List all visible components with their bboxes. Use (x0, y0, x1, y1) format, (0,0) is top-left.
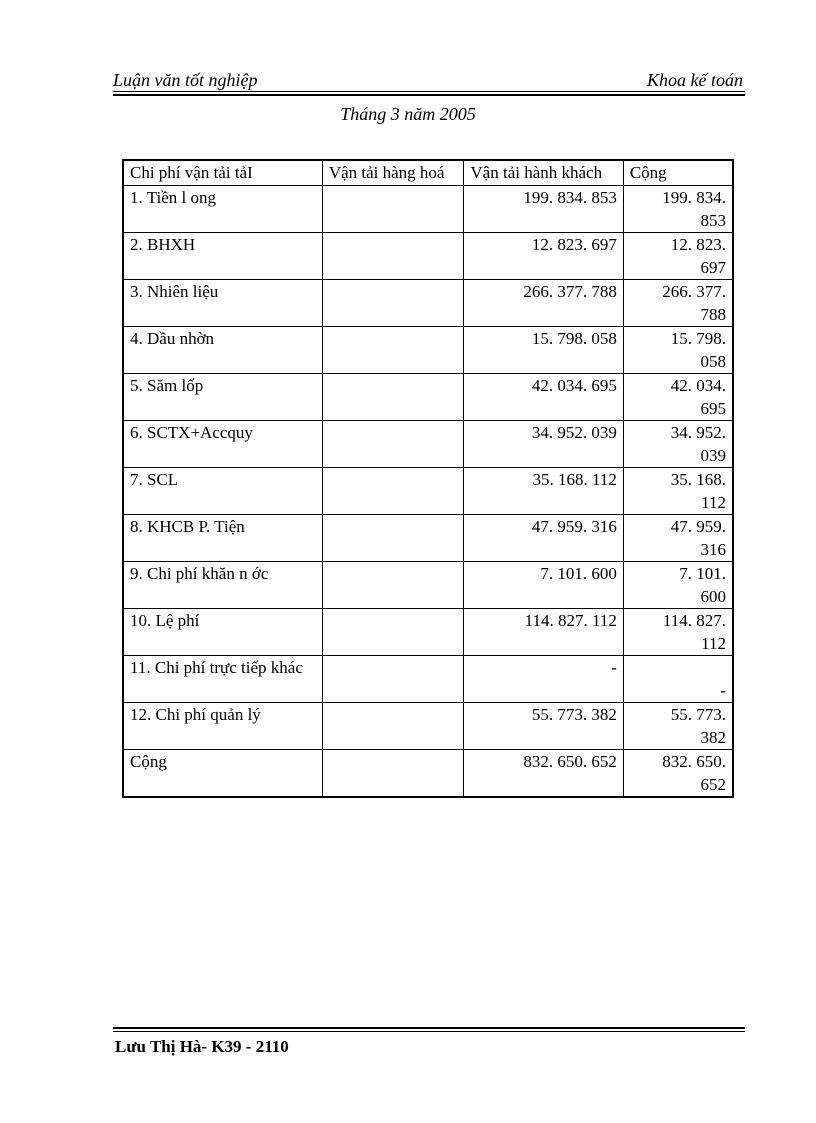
table-row (123, 468, 733, 515)
table-row (123, 233, 733, 280)
cell-total-line1: 199. 834. (662, 188, 726, 207)
cell-goods (322, 750, 464, 798)
cell-cost-item: 8. KHCB P. Tiện (123, 515, 322, 562)
cell-passenger: 114. 827. 112 (464, 609, 623, 656)
cell-passenger: - (464, 656, 623, 703)
cell-cost-item: 10. Lệ phí (123, 609, 322, 656)
cell-cost-item: 6. SCTX+Accquy (123, 421, 322, 468)
cell-total (623, 421, 733, 468)
table-row (123, 609, 733, 656)
cell-total (623, 609, 733, 656)
col-header-cost-item: Chi phí vận tải tảI (123, 160, 322, 186)
cell-total-line1: 47. 959. (670, 517, 726, 536)
cell-goods (322, 515, 464, 562)
table-row (123, 703, 733, 750)
table-header-row (123, 160, 733, 186)
cell-total-line2: - (720, 681, 726, 700)
cell-total-line2: 112 (701, 634, 726, 653)
cell-total-line2: 853 (700, 211, 726, 230)
cell-passenger: 832. 650. 652 (464, 750, 623, 798)
cell-passenger: 15. 798. 058 (464, 327, 623, 374)
cell-passenger: 47. 959. 316 (464, 515, 623, 562)
col-header-goods: Vận tải hàng hoá (322, 160, 464, 186)
cell-cost-item: 5. Săm lốp (123, 374, 322, 421)
cell-total-line2: 112 (701, 493, 726, 512)
cell-total (623, 515, 733, 562)
cell-cost-item: 12. Chi phí quản lý (123, 703, 322, 750)
cell-total-line1: 15. 798. (670, 329, 726, 348)
col-header-passenger: Vận tải hành khách (464, 160, 623, 186)
cell-passenger: 12. 823. 697 (464, 233, 623, 280)
cell-total (623, 186, 733, 233)
cell-total-line2: 600 (700, 587, 726, 606)
cell-total-line1: 12. 823. (670, 235, 726, 254)
cell-total-line2: 697 (700, 258, 726, 277)
cell-passenger: 34. 952. 039 (464, 421, 623, 468)
cell-passenger: 199. 834. 853 (464, 186, 623, 233)
header-divider-thick (113, 94, 745, 96)
cell-passenger: 266. 377. 788 (464, 280, 623, 327)
cell-total (623, 703, 733, 750)
cell-goods (322, 233, 464, 280)
cell-goods (322, 656, 464, 703)
table-row (123, 750, 733, 798)
cell-total (623, 327, 733, 374)
cell-goods (322, 703, 464, 750)
cell-cost-item: 3. Nhiên liệu (123, 280, 322, 327)
cell-cost-item: 1. Tiền l ong (123, 186, 322, 233)
footer-divider-thick (113, 1027, 745, 1029)
cell-total (623, 656, 733, 703)
cell-passenger: 42. 034. 695 (464, 374, 623, 421)
col-header-total: Cộng (623, 160, 733, 186)
cell-total-line2: 788 (700, 305, 726, 324)
cell-cost-item: 7. SCL (123, 468, 322, 515)
cell-total (623, 280, 733, 327)
table-row (123, 515, 733, 562)
header-divider (113, 91, 745, 92)
table-row (123, 280, 733, 327)
cell-cost-item: Cộng (123, 750, 322, 798)
cell-total-line1: 7. 101. (679, 564, 726, 583)
cell-goods (322, 374, 464, 421)
cell-total-line2: 695 (700, 399, 726, 418)
transport-cost-table (122, 159, 734, 798)
cell-goods (322, 280, 464, 327)
cell-total-line2: 058 (700, 352, 726, 371)
table-row (123, 656, 733, 703)
cell-total-line2: 039 (700, 446, 726, 465)
cell-total-line1: 55. 773. (670, 705, 726, 724)
cell-goods (322, 421, 464, 468)
cell-total (623, 374, 733, 421)
table-caption: Tháng 3 năm 2005 (340, 104, 476, 124)
cell-cost-item: 2. BHXH (123, 233, 322, 280)
cell-goods (322, 468, 464, 515)
cell-total-line1: 832. 650. (662, 752, 726, 771)
cell-total (623, 750, 733, 798)
table-row (123, 327, 733, 374)
cell-total (623, 468, 733, 515)
table-row (123, 374, 733, 421)
cell-total-line1: 114. 827. (662, 611, 726, 630)
cell-total-line1: 266. 377. (662, 282, 726, 301)
cell-goods (322, 609, 464, 656)
cell-total (623, 233, 733, 280)
cell-cost-item: 9. Chi phí khăn n ớc (123, 562, 322, 609)
cell-total-line1 (630, 656, 726, 679)
cell-goods (322, 562, 464, 609)
cell-total-line1: 42. 034. (670, 376, 726, 395)
header-thesis-title: Luận văn tốt nghiệp (113, 70, 258, 90)
cell-total-line2: 316 (700, 540, 726, 559)
table-body (123, 186, 733, 798)
cell-total (623, 562, 733, 609)
cell-cost-item: 11. Chi phí trực tiếp khác (123, 656, 322, 703)
footer-author: Lưu Thị Hà- K39 - 2110 (115, 1037, 289, 1056)
table-row (123, 562, 733, 609)
cell-goods (322, 327, 464, 374)
footer-divider (113, 1031, 745, 1032)
cell-total-line2: 382 (700, 728, 726, 747)
cell-passenger: 35. 168. 112 (464, 468, 623, 515)
table-row (123, 421, 733, 468)
cell-goods (322, 186, 464, 233)
cell-cost-item: 4. Dầu nhờn (123, 327, 322, 374)
cell-total-line1: 35. 168. (670, 470, 726, 489)
table-row (123, 186, 733, 233)
header-department: Khoa kế toán (647, 70, 743, 90)
page-header (113, 70, 743, 92)
cell-total-line1: 34. 952. (670, 423, 726, 442)
cell-total-line2: 652 (700, 775, 726, 794)
cell-passenger: 55. 773. 382 (464, 703, 623, 750)
cell-passenger: 7. 101. 600 (464, 562, 623, 609)
